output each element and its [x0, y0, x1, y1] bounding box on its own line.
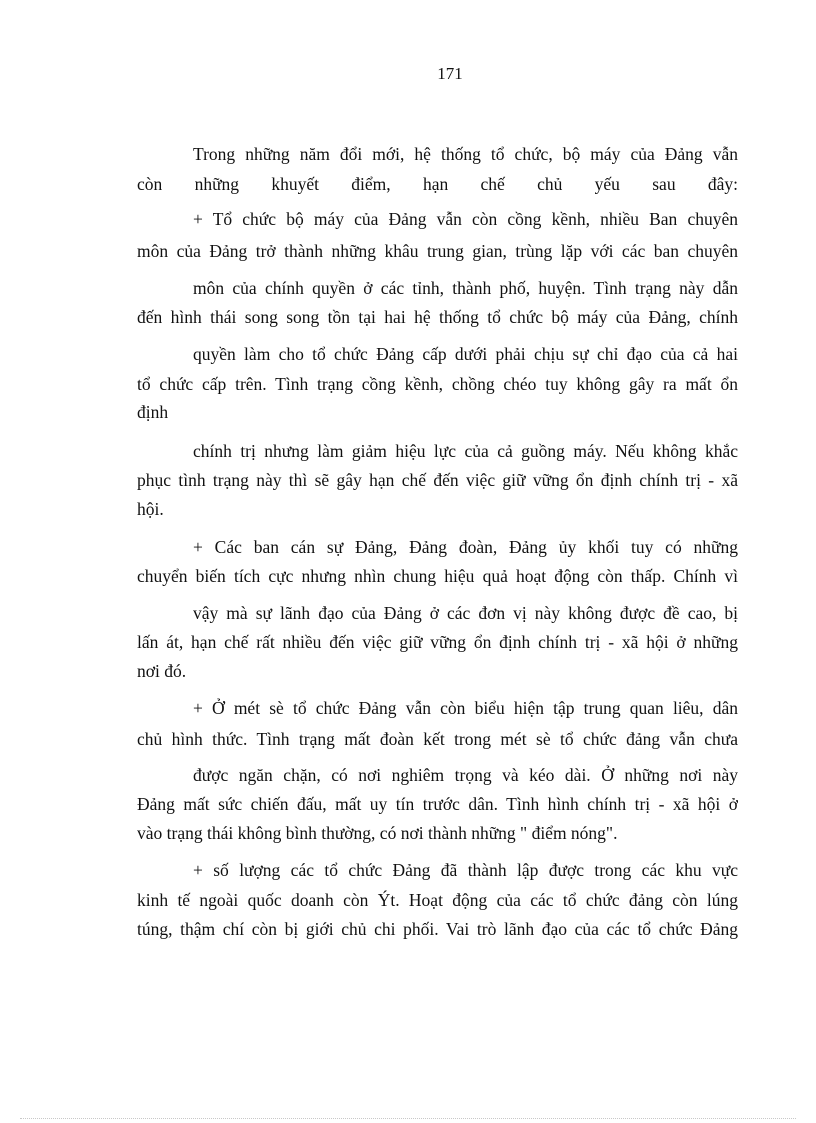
- text-line: chính trị nhưng làm giảm hiệu lực của cả guồng máy. Nếu không khắc: [193, 441, 738, 461]
- text-line: vậy mà sự lãnh đạo của Đảng ở các đơn vị này không được đề cao, bị: [193, 603, 738, 623]
- text-line: nơi đó.: [137, 661, 187, 681]
- text-line: + số lượng các tổ chức Đảng đã thành lập được trong các khu vực: [193, 860, 738, 880]
- text-line: được ngăn chặn, có nơi nghiêm trọng và kéo dài. Ở những nơi này: [193, 765, 738, 785]
- text-line: kinh tế ngoài quốc doanh còn Ýt. Hoạt động của các tổ chức đảng còn lúng: [137, 890, 738, 910]
- text-line: Trong những năm đổi mới, hệ thống tổ chức, bộ máy của Đảng vẫn: [193, 144, 738, 164]
- text-line: chủ hình thức. Tình trạng mất đoàn kết trong mét sè tổ chức đảng vẫn chưa: [137, 729, 738, 749]
- text-line: môn của chính quyền ở các tỉnh, thành phố, huyện. Tình trạng này dẫn: [193, 278, 738, 298]
- text-line: + Ở mét sè tổ chức Đảng vẫn còn biểu hiện tập trung quan liêu, dân: [193, 698, 738, 718]
- text-line: hội.: [137, 499, 164, 519]
- text-line: vào trạng thái không bình thường, có nơi thành những " điểm nóng".: [137, 823, 618, 843]
- text-line: Đảng mất sức chiến đấu, mất uy tín trước dân. Tình hình chính trị - xã hội ở: [137, 794, 738, 814]
- text-line: còn những khuyết điểm, hạn chế chủ yếu sau đây:: [137, 174, 738, 194]
- text-line: phục tình trạng này thì sẽ gây hạn chế đến việc giữ vững ổn định chính trị - xã: [137, 470, 738, 490]
- text-line: túng, thậm chí còn bị giới chủ chi phối. Vai trò lãnh đạo của các tổ chức Đảng: [137, 919, 738, 939]
- page-bottom-rule: [20, 1118, 796, 1119]
- text-line: lấn át, hạn chế rất nhiều đến việc giữ vững ổn định chính trị - xã hội ở những: [137, 632, 738, 652]
- text-line: chuyển biến tích cực nhưng nhìn chung hiệu quả hoạt động còn thấp. Chính vì: [137, 566, 738, 586]
- page-number: 171: [437, 64, 463, 83]
- text-line: + Tổ chức bộ máy của Đảng vẫn còn cồng kềnh, nhiều Ban chuyên: [193, 209, 738, 229]
- text-line: + Các ban cán sự Đảng, Đảng đoàn, Đảng ủy khối tuy có những: [193, 537, 738, 557]
- text-line: quyền làm cho tổ chức Đảng cấp dưới phải chịu sự chỉ đạo của cả hai: [193, 344, 738, 364]
- text-line: môn của Đảng trở thành những khâu trung gian, trùng lặp với các ban chuyên: [137, 241, 738, 261]
- text-line: tổ chức cấp trên. Tình trạng cồng kềnh, chồng chéo tuy không gây ra mất ổn: [137, 374, 738, 394]
- text-line: định: [137, 402, 169, 422]
- text-line: đến hình thái song song tồn tại hai hệ thống tổ chức bộ máy của Đảng, chính: [137, 307, 738, 327]
